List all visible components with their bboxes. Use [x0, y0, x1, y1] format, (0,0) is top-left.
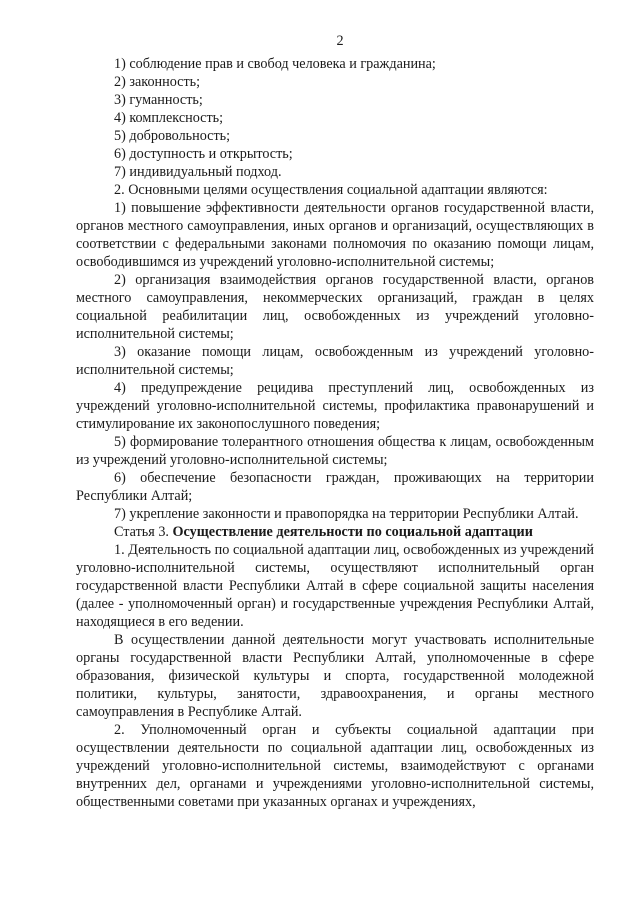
goal-item: 6) обеспечение безопасности граждан, проживающих на территории Республики Алтай;	[76, 470, 594, 504]
page-number: 2	[336, 33, 344, 49]
principle-item: 5) добровольность;	[114, 128, 231, 144]
principle-item: 6) доступность и открытость;	[114, 146, 293, 162]
goals-intro: 2. Основными целями осуществления социальной адаптации являются:	[114, 182, 548, 198]
goal-item: 7) укрепление законности и правопорядка на территории Республики Алтай.	[114, 506, 579, 522]
article-paragraph: 1. Деятельность по социальной адаптации лиц, освобожденных из учреждений уголовно-исполнительной системы, осуществляют исполнительный орган государственной власти Республики Алтай в сфере социальной защиты населения (далее - уполномоченный орган) и государственные учреждения Республики Алтай, находящиеся в его ведении.	[76, 542, 594, 630]
principle-item: 3) гуманность;	[114, 92, 203, 108]
article-number: Статья 3.	[114, 524, 169, 540]
article-paragraph: 2. Уполномоченный орган и субъекты социальной адаптации при осуществлении деятельности по социальной адаптации лиц, освобожденных из учреждений уголовно-исполнительной системы, взаимодействуют с органами внутренних дел, органами и учреждениями уголовно-исполнительной системы, общественными советами при указанных органах и учреждениях,	[76, 722, 594, 810]
article-paragraph: В осуществлении данной деятельности могут участвовать исполнительные органы государственной власти Республики Алтай, уполномоченные в сфере образования, физической культуры и спорта, государственной молодежной политики, культуры, занятости, здравоохранения, и органы местного самоуправления в Республике Алтай.	[76, 632, 594, 720]
principles-list	[76, 55, 594, 181]
goal-item: 2) организация взаимодействия органов государственной власти, органов местного самоуправления, некоммерческих организаций, граждан в целях социальной реабилитации лиц, освобожденных из учреждений уголовно-исполнительной системы;	[76, 272, 594, 342]
goal-item: 3) оказание помощи лицам, освобожденным из учреждений уголовно-исполнительной системы;	[76, 344, 594, 378]
article-heading	[76, 523, 594, 541]
principle-item: 7) индивидуальный подход.	[114, 164, 282, 180]
principle-item: 4) комплексность;	[114, 110, 224, 126]
goal-item: 4) предупреждение рецидива преступлений лиц, освобожденных из учреждений уголовно-исполнительной системы, профилактика правонарушений и стимулирование их законопослушного поведения;	[76, 380, 594, 432]
article-title: Осуществление деятельности по социальной адаптации	[172, 524, 533, 540]
goals-list	[76, 199, 594, 523]
article-body	[76, 541, 594, 811]
goal-item: 5) формирование толерантного отношения общества к лицам, освобожденным из учреждений уголовно-исполнительной системы;	[76, 434, 594, 468]
document-page	[76, 32, 594, 811]
principle-item: 2) законность;	[114, 74, 201, 90]
principle-item: 1) соблюдение прав и свобод человека и гражданина;	[114, 56, 436, 72]
goal-item: 1) повышение эффективности деятельности органов государственной власти, органов местного самоуправления, иных органов и организаций, осуществляющих в соответствии с федеральными законами полномочия по оказанию помощи лицам, освободившимся из учреждений уголовно-исполнительной системы;	[76, 200, 594, 270]
